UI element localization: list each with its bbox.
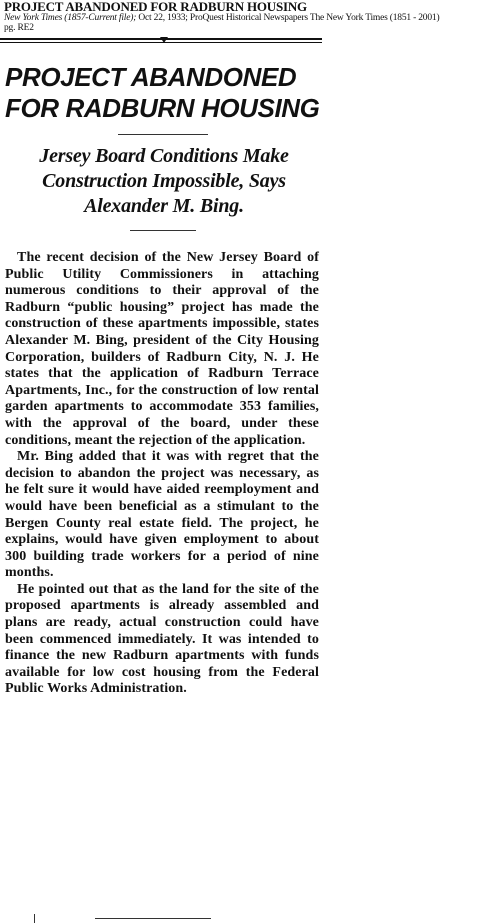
headline: PROJECT ABANDONED FOR RADBURN HOUSING (5, 62, 320, 123)
citation-source-name: New York Times (1857-Current file); (4, 13, 137, 23)
citation-page: pg. RE2 (4, 23, 34, 33)
column-tick (34, 914, 35, 923)
header-rule-thin (0, 42, 322, 43)
paragraph-2: Mr. Bing added that it was with regret that the decision to abandon the project was necessary, as he felt sure it would have aided reemployment and would have been beneficial as a stimulant to the Bergen County real estate field. The project, he explains, would have given employment to about 300 building trade workers for a period of nine months. (5, 449, 319, 581)
headline-divider (118, 134, 208, 135)
citation-header (4, 0, 494, 33)
article-end-rule (95, 918, 211, 919)
citation-source (4, 13, 494, 23)
subheadline-divider (130, 230, 196, 231)
paragraph-1: The recent decision of the New Jersey Board of Public Utility Commissioners in attaching numerous conditions to their approval of the Radburn “public housing” project has made the construction of these apartments impossible, states Alexander M. Bing, president of the City Housing Corporation, builders of Radburn City, N. J. He states that the application of Radburn Terrace Apartments, Inc., for the construction of low rental garden apartments to accommodate 353 families, with the approval of the board, under these conditions, meant the rejection of the application. (5, 250, 319, 448)
paragraph-3: He pointed out that as the land for the site of the proposed apartments is already assembled and plans are ready, actual construction could have been commenced immediately. It was intended to finance the new Radburn apartments with funds available for low cost housing from the Federal Public Works Administration. (5, 581, 319, 697)
article-body (5, 250, 319, 698)
subheadline: Jersey Board Conditions Make Construction Impossible, Says Alexander M. Bing. (39, 145, 289, 217)
citation-source-detail: Oct 22, 1933; ProQuest Historical Newspapers The New York Times (1851 - 2001) (136, 13, 440, 23)
citation-title: PROJECT ABANDONED FOR RADBURN HOUSING (4, 0, 307, 14)
